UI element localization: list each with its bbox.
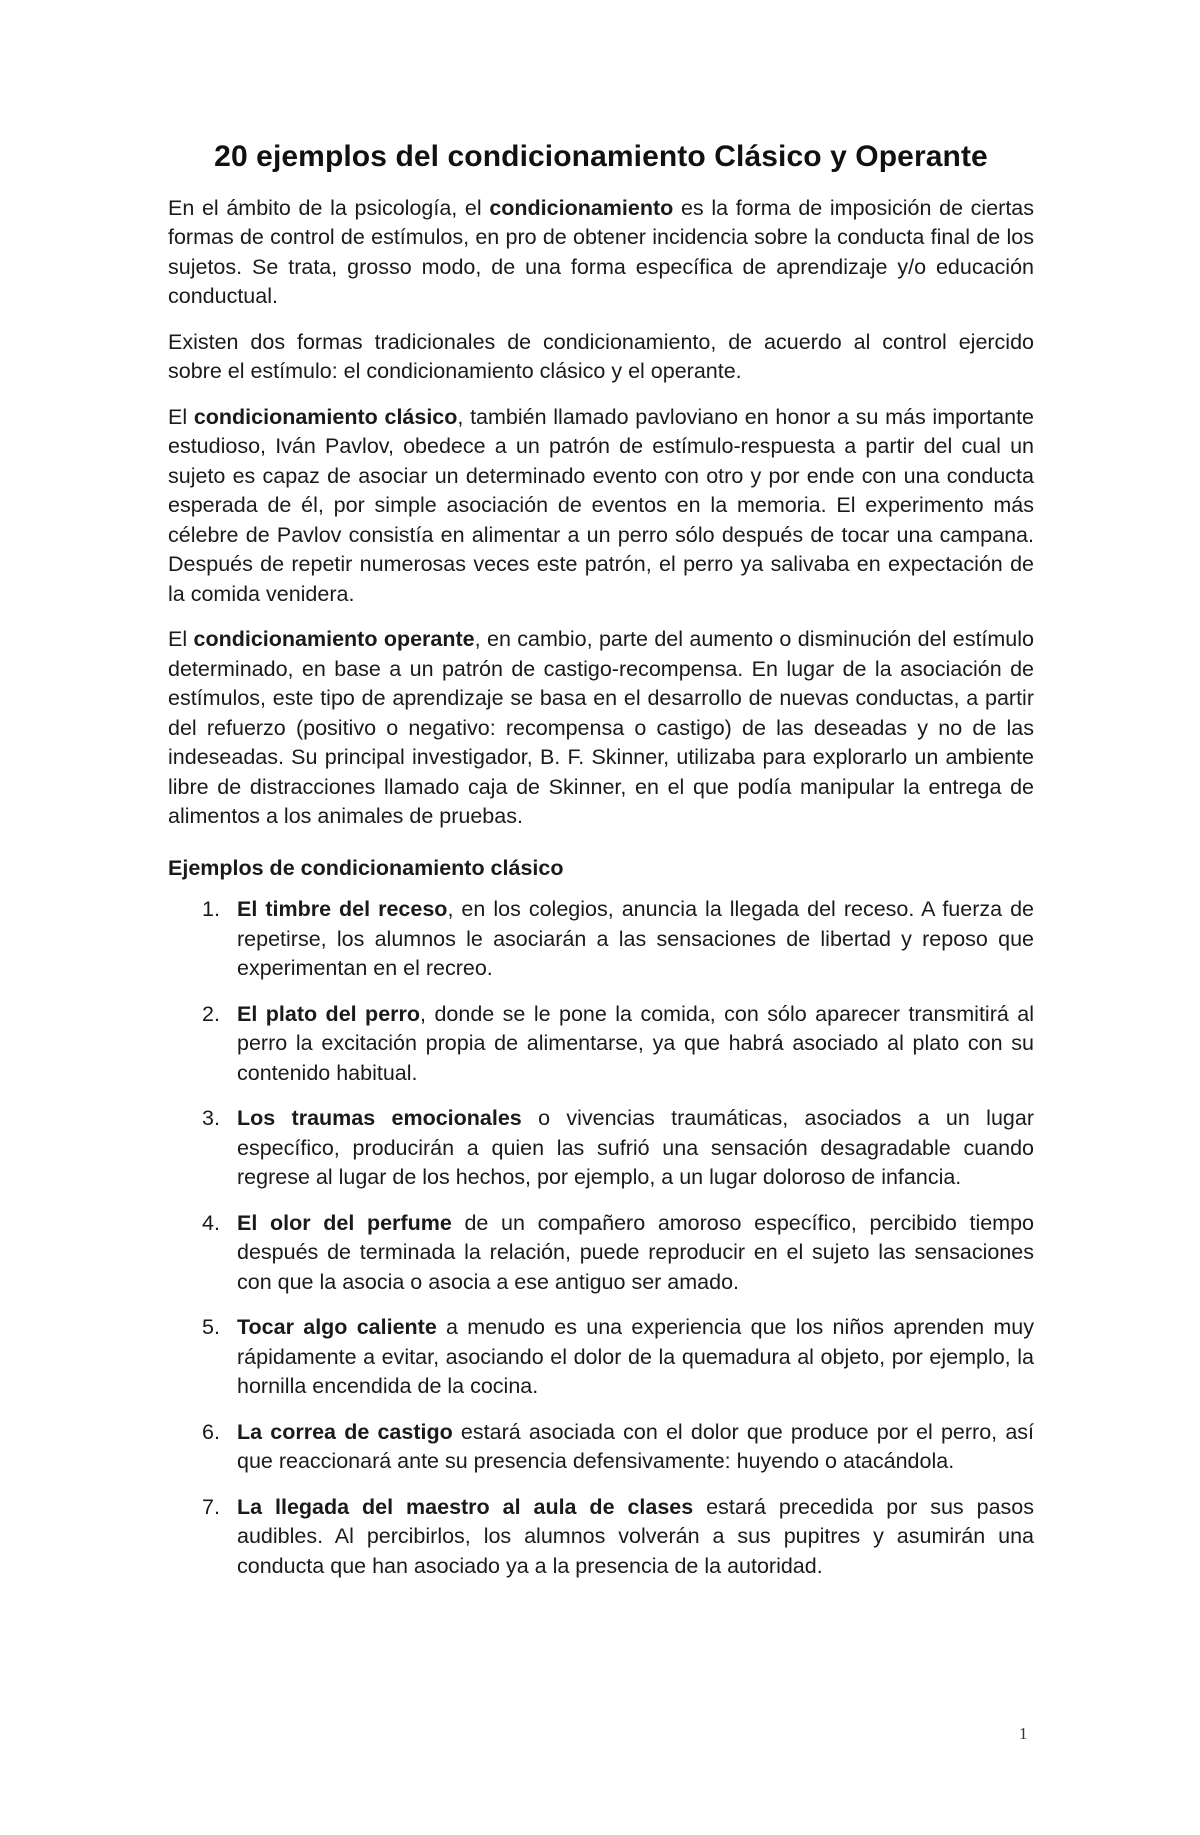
list-item-number: 5.	[202, 1315, 220, 1339]
paragraph-operant	[168, 625, 1034, 832]
paragraph-intro-after: es la forma de imposición de ciertas formas de control de estímulos, en pro de obtener incidencia sobre la conducta final de los sujetos. Se trata, grosso modo, de una forma específica de aprendizaje y/o educación conductual.	[168, 195, 1035, 308]
list-item-number: 3.	[202, 1106, 220, 1130]
list-item-bold: El plato del perro	[237, 1001, 421, 1026]
list-item-bold: El olor del perfume	[237, 1210, 452, 1235]
section-heading-classical-examples: Ejemplos de condicionamiento clásico	[168, 855, 564, 880]
paragraph-operant-after: , en cambio, parte del aumento o disminución del estímulo determinado, en base a un patrón de castigo-recompensa. En lugar de la asociación de estímulos, este tipo de aprendizaje se basa en el desarrollo de nuevas conductas, a partir del refuerzo (positivo o negativo: recompensa o castigo) de las deseadas y no de las indeseadas. Su principal investigador, B. F. Skinner, utilizaba para explorarlo un ambiente libre de distracciones llamado caja de Skinner, en el que podía manipular la entrega de alimentos a los animales de pruebas.	[168, 627, 1034, 828]
list-item	[168, 1000, 1034, 1089]
list-item	[168, 1313, 1034, 1402]
list-item-number: 4.	[202, 1210, 220, 1235]
list-item-text: de un compañero amoroso específico, percibido tiempo después de terminada la relación, puede reproducir en el sujeto las sensaciones con que la asocia o asocia a ese antiguo ser amado.	[237, 1210, 1034, 1294]
list-item-number: 1.	[202, 897, 220, 921]
list-item-number: 6.	[202, 1419, 220, 1444]
list-item-text: , en los colegios, anuncia la llegada del receso. A fuerza de repetirse, los alumnos le asociarán a las sensaciones de libertad y reposo que experimentan en el recreo.	[237, 897, 1035, 980]
paragraph-operant-bold: condicionamiento operante	[193, 627, 475, 651]
paragraph-intro	[168, 194, 1034, 312]
list-item	[168, 1104, 1034, 1193]
list-item	[168, 1209, 1034, 1298]
list-item-bold: Tocar algo caliente	[237, 1315, 437, 1339]
list-item-text: o vivencias traumáticas, asociados a un lugar específico, producirán a quien las sufrió una sensación desagradable cuando regrese al lugar de los hechos, por ejemplo, a un lugar doloroso de infancia.	[237, 1106, 1034, 1189]
list-item-bold: El timbre del receso	[237, 897, 448, 921]
list-item	[168, 895, 1034, 984]
list-item-text: estará precedida por sus pasos audibles. Al percibirlos, los alumnos volverán a sus pupitres y asumirán una conducta que han asociado ya a la presencia de la autoridad.	[237, 1494, 1034, 1578]
examples-list	[168, 895, 1034, 1581]
list-item-text: , donde se le pone la comida, con sólo aparecer transmitirá al perro la excitación propia de alimentarse, ya que habrá asociado al plato con su contenido habitual.	[237, 1001, 1034, 1085]
list-item-bold: La correa de castigo	[237, 1419, 453, 1444]
document-body	[168, 138, 1034, 1597]
paragraph-classical-bold: condicionamiento clásico	[193, 404, 458, 429]
list-item	[168, 1418, 1034, 1477]
list-item-text: estará asociada con el dolor que produce por el perro, así que reaccionará ante su presencia defensivamente: huyendo o atacándola.	[237, 1419, 1034, 1473]
paragraph-classical	[168, 403, 1034, 610]
list-item-number: 7.	[202, 1494, 220, 1519]
paragraph-forms: Existen dos formas tradicionales de condicionamiento, de acuerdo al control ejercido sobre el estímulo: el condicionamiento clásico y el operante.	[168, 329, 1034, 383]
paragraph-intro-bold: condicionamiento	[489, 195, 674, 220]
list-item-text: a menudo es una experiencia que los niños aprenden muy rápidamente a evitar, asociando el dolor de la quemadura al objeto, por ejemplo, la hornilla encendida de la cocina.	[237, 1315, 1034, 1398]
paragraph-intro-before: En el ámbito de la psicología, el	[168, 195, 490, 220]
list-item	[168, 1493, 1034, 1582]
paragraph-classical-after: , también llamado pavloviano en honor a su más importante estudioso, Iván Pavlov, obedece a un patrón de estímulo-respuesta a partir del cual un sujeto es capaz de asociar un determinado evento con otro y por ende con una conducta esperada de él, por simple asociación de eventos en la memoria. El experimento más célebre de Pavlov consistía en alimentar a un perro sólo después de tocar una campana. Después de repetir numerosas veces este patrón, el perro ya salivaba en expectación de la comida venidera.	[168, 404, 1035, 606]
paragraph-operant-before: El	[168, 627, 194, 651]
list-item-bold: La llegada del maestro al aula de clases	[237, 1494, 694, 1519]
document-title: 20 ejemplos del condicionamiento Clásico y Operante	[214, 140, 988, 173]
paragraph-classical-before: El	[168, 404, 194, 429]
list-item-bold: Los traumas emocionales	[237, 1106, 522, 1130]
list-item-number: 2.	[202, 1001, 220, 1026]
page-number: 1	[1019, 1724, 1028, 1743]
